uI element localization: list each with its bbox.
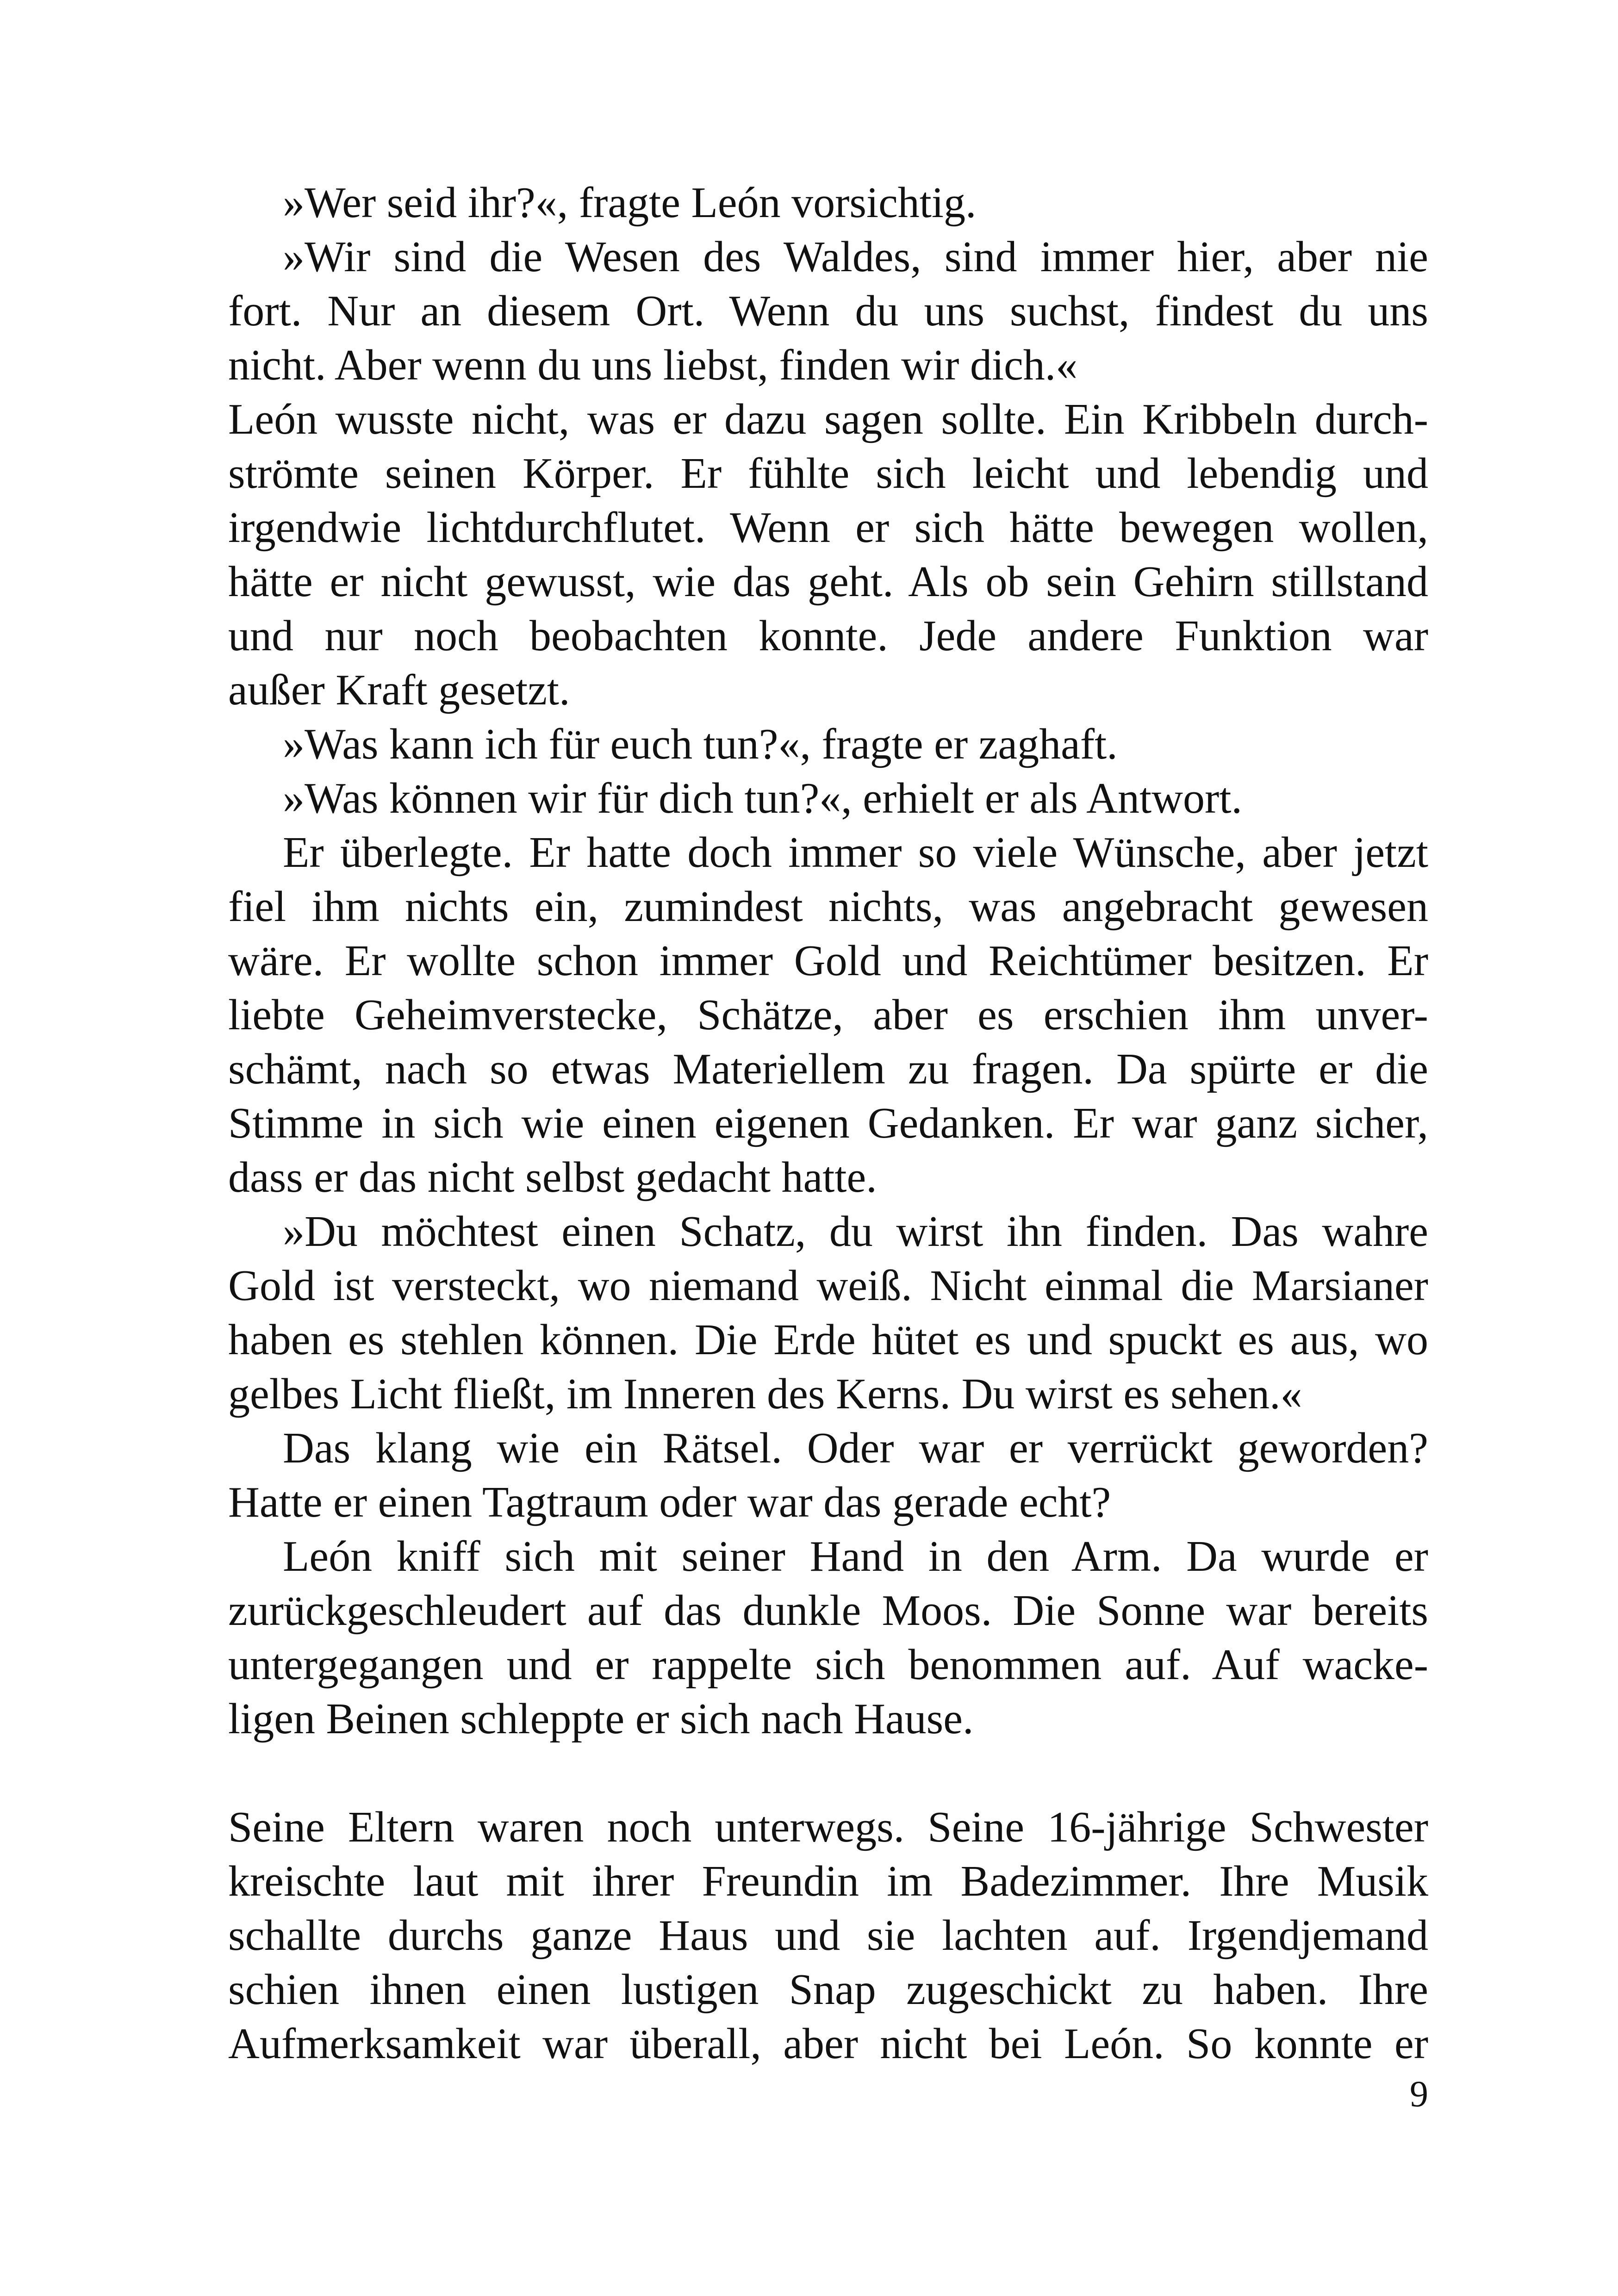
text-line: haben es stehlen können. Die Erde hütet es und spuckt es aus, wo [228,1316,1428,1364]
text-line: irgendwie lichtdurchflutet. Wenn er sich hätte bewegen wollen, [228,504,1428,552]
text-line: und nur noch beobachten konnte. Jede andere Funktion war [228,612,1428,660]
text-line: León wusste nicht, was er dazu sagen sollte. Ein Kribbeln durch- [228,395,1428,443]
text-line: fiel ihm nichts ein, zumindest nichts, was angebracht gewesen [228,883,1428,931]
text-line: gelbes Licht fließt, im Inneren des Kerns. Du wirst es sehen.« [228,1370,1302,1418]
blank-line [228,1746,1428,1800]
text-line: »Wir sind die Wesen des Waldes, sind immer hier, aber nie [283,233,1428,281]
text-line: Er überlegte. Er hatte doch immer so viele Wünsche, aber jetzt [283,828,1428,877]
text-line: ligen Beinen schleppte er sich nach Hause. [228,1695,974,1743]
text-line: liebte Geheimverstecke, Schätze, aber es erschien ihm unver- [228,991,1428,1039]
text-line: León kniff sich mit seiner Hand in den Arm. Da wurde er [283,1532,1428,1580]
text-line: untergegangen und er rappelte sich benommen auf. Auf wacke- [228,1641,1428,1689]
text-line: Aufmerksamkeit war überall, aber nicht bei León. So konnte er [228,2020,1428,2068]
text-line: Seine Eltern waren noch unterwegs. Seine 16-jährige Schwester [228,1803,1428,1851]
text-line: schämt, nach so etwas Materiellem zu fragen. Da spürte er die [228,1045,1428,1093]
text-line: hätte er nicht gewusst, wie das geht. Als ob sein Gehirn stillstand [228,558,1428,606]
text-line: »Du möchtest einen Schatz, du wirst ihn finden. Das wahre [283,1207,1428,1256]
text-line: kreischte laut mit ihrer Freundin im Badezimmer. Ihre Musik [228,1857,1428,1905]
text-line: fort. Nur an diesem Ort. Wenn du uns suchst, findest du uns [228,287,1428,335]
text-line: Hatte er einen Tagtraum oder war das gerade echt? [228,1478,1111,1526]
text-line: »Was können wir für dich tun?«, erhielt er als Antwort. [283,774,1242,822]
text-line: Stimme in sich wie einen eigenen Gedanken. Er war ganz sicher, [228,1099,1428,1147]
text-line: Das klang wie ein Rätsel. Oder war er verrückt geworden? [283,1424,1428,1472]
text-line: wäre. Er wollte schon immer Gold und Reichtümer besitzen. Er [228,937,1428,985]
text-line: dass er das nicht selbst gedacht hatte. [228,1153,877,1201]
text-line: nicht. Aber wenn du uns liebst, finden wir dich.« [228,341,1078,389]
body-text [228,176,1428,2071]
text-line: »Was kann ich für euch tun?«, fragte er zaghaft. [283,720,1118,768]
text-line: schien ihnen einen lustigen Snap zugeschickt zu haben. Ihre [228,1966,1428,2014]
text-line: Gold ist versteckt, wo niemand weiß. Nicht einmal die Marsianer [228,1262,1428,1310]
text-line: »Wer seid ihr?«, fragte León vorsichtig. [283,179,977,227]
text-line: schallte durchs ganze Haus und sie lachten auf. Irgendjemand [228,1911,1428,1960]
text-line: zurückgeschleudert auf das dunkle Moos. Die Sonne war bereits [228,1587,1428,1635]
text-line: strömte seinen Körper. Er fühlte sich leicht und lebendig und [228,449,1428,498]
text-line: außer Kraft gesetzt. [228,666,570,714]
page-number: 9 [1410,2074,1428,2115]
